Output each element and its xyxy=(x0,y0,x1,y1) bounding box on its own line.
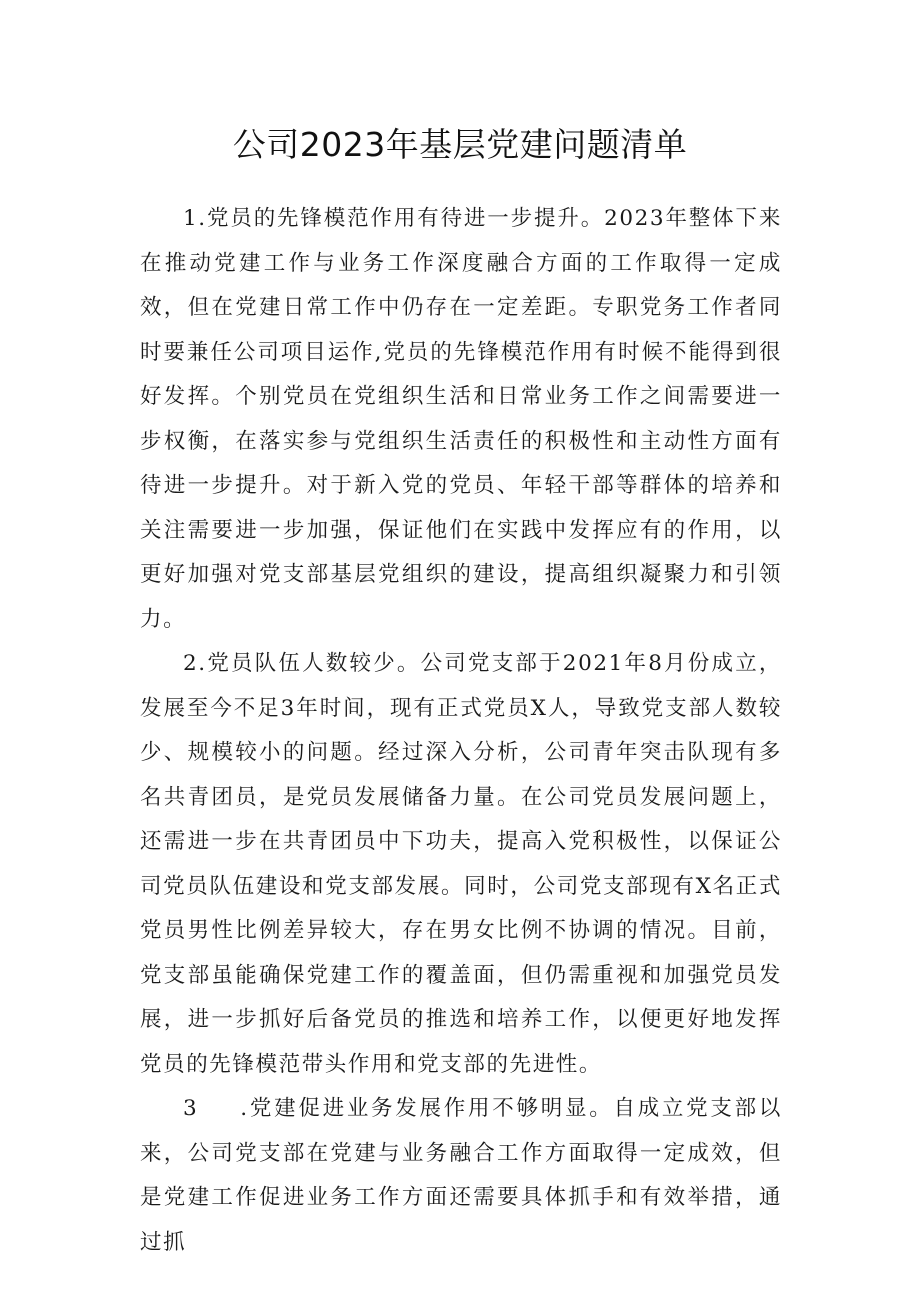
document-body xyxy=(140,197,782,1265)
paragraph-2 xyxy=(140,642,782,1087)
paragraph-text: .党员队伍人数较少。公司党支部于2021年8月份成立，发展至今不足3年时间，现有正式党员X人，导致党支部人数较少、规模较小的问题。经过深入分析，公司青年突击队现有多名共青团员，是党员发展储备力量。在公司党员发展问题上，还需进一步在共青团员中下功夫，提高入党积极性，以保证公司党员队伍建设和党支部发展。同时，公司党支部现有X名正式党员男性比例差异较大，存在男女比例不协调的情况。目前，党支部虽能确保党建工作的覆盖面，但仍需重视和加强党员发展，进一步抓好后备党员的推选和培养工作，以便更好地发挥党员的先锋模范带头作用和党支部的先进性。 xyxy=(140,651,782,1077)
document-title: 公司2023年基层党建问题清单 xyxy=(232,125,688,164)
paragraph-number: 3 xyxy=(183,1096,199,1121)
paragraph-number: 2 xyxy=(183,651,199,676)
paragraph-1 xyxy=(140,197,782,642)
paragraph-text: .党员的先锋模范作用有待进一步提升。2023年整体下来在推动党建工作与业务工作深度融合方面的工作取得一定成效，但在党建日常工作中仍存在一定差距。专职党务工作者同时要兼任公司项目运作,党员的先锋模范作用有时候不能得到很好发挥。个别党员在党组织生活和日常业务工作之间需要进一步权衡，在落实参与党组织生活责任的积极性和主动性方面有待进一步提升。对于新入党的党员、年轻干部等群体的培养和关注需要进一步加强，保证他们在实践中发挥应有的作用，以更好加强对党支部基层党组织的建设，提高组织凝聚力和引领力。 xyxy=(140,206,782,632)
paragraph-3 xyxy=(140,1087,782,1265)
paragraph-number: 1 xyxy=(183,206,199,231)
paragraph-text: .党建促进业务发展作用不够明显。自成立党支部以来，公司党支部在党建与业务融合工作方面取得一定成效，但是党建工作促进业务工作方面还需要具体抓手和有效举措，通过抓 xyxy=(140,1096,782,1255)
